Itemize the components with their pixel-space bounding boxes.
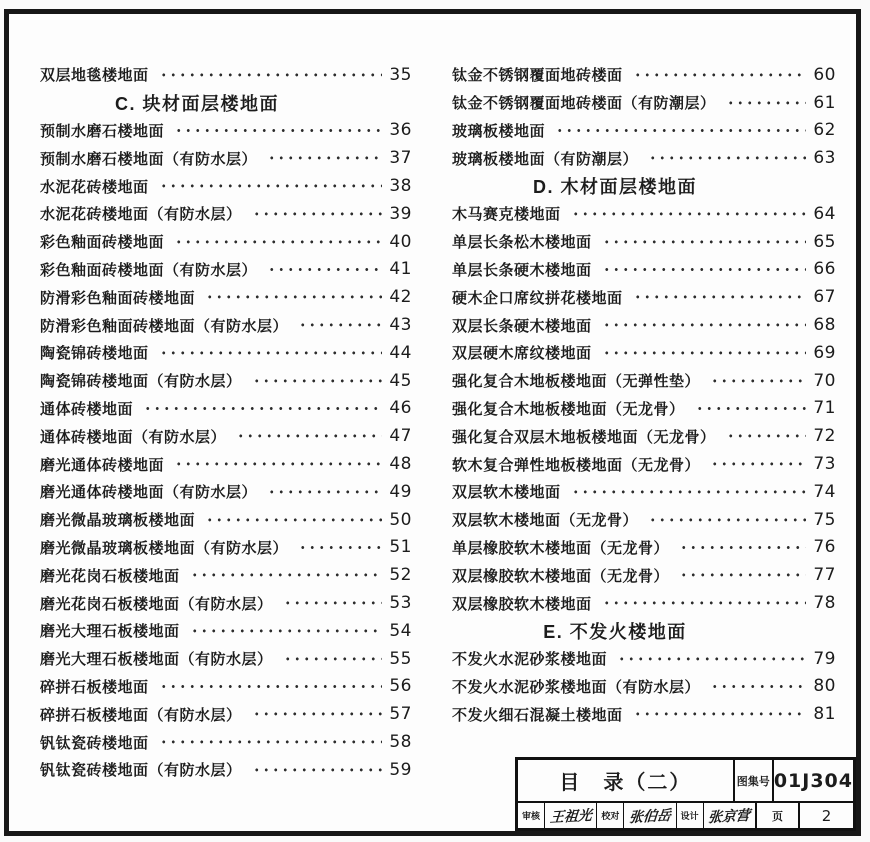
toc-entry: [452, 561, 836, 589]
toc-entry-page: 52: [389, 565, 412, 586]
toc-entry: [40, 534, 412, 562]
toc-entry-label: 陶瓷锦砖楼地面（有防水层）: [40, 373, 242, 391]
dot-leader: [677, 534, 806, 562]
dot-leader: [250, 756, 382, 784]
dot-leader: [708, 450, 806, 478]
toc-entry-page: 41: [389, 259, 412, 280]
dot-leader: [646, 506, 806, 534]
dot-leader: [646, 144, 806, 172]
dot-leader: [631, 700, 806, 728]
dot-leader: [172, 450, 382, 478]
toc-entry-label: 玻璃板楼地面: [452, 122, 546, 140]
toc-entry: [40, 478, 412, 506]
toc-entry-page: 36: [389, 120, 412, 141]
toc-entry: [40, 450, 412, 478]
toc-entry: [452, 478, 836, 506]
toc-entry-page: 81: [813, 704, 836, 725]
toc-entry: [40, 311, 412, 339]
toc-entry-label: 硬木企口席纹拼花楼地面: [452, 289, 623, 307]
toc-entry-page: 49: [389, 481, 412, 502]
toc-entry: [452, 89, 836, 117]
toc-entry: [452, 395, 836, 423]
dot-leader: [553, 117, 806, 145]
dot-leader: [600, 228, 806, 256]
toc-column-left: [40, 61, 412, 784]
proofread-signature: [623, 803, 676, 828]
dot-leader: [600, 339, 806, 367]
toc-entry-label: 单层长条松木楼地面: [452, 234, 592, 252]
toc-entry-label: 水泥花砖楼地面: [40, 178, 149, 196]
toc-entry-page: 40: [389, 231, 412, 252]
toc-entry-label: 防滑彩色釉面砖楼地面: [40, 289, 196, 307]
toc-entry-label: 磨光通体砖楼地面（有防水层）: [40, 484, 258, 502]
toc-entry-page: 67: [813, 287, 836, 308]
toc-entry-label: 预制水磨石楼地面: [40, 122, 165, 140]
review-signature: [544, 803, 597, 828]
dot-leader: [265, 144, 382, 172]
toc-entry-label: 不发火水泥砂浆楼地面（有防水层）: [452, 678, 701, 696]
toc-entry-page: 44: [389, 342, 412, 363]
toc-entry: [40, 117, 412, 145]
toc-entry-label: 钛金不锈钢覆面地砖楼面（有防潮层）: [452, 95, 716, 113]
toc-entry-page: 37: [389, 148, 412, 169]
toc-entry-label: 通体砖楼地面（有防水层）: [40, 428, 227, 446]
design-signature: [703, 803, 755, 828]
dot-leader: [569, 200, 806, 228]
page-number-label: 页: [755, 803, 800, 828]
toc-entry: [452, 283, 836, 311]
toc-entry-label: 双层硬木席纹楼地面: [452, 345, 592, 363]
toc-entry: [40, 200, 412, 228]
toc-entry-label: 陶瓷锦砖楼地面: [40, 345, 149, 363]
toc-entry-label: 磨光花岗石板楼地面（有防水层）: [40, 595, 273, 613]
toc-entry-page: 58: [389, 732, 412, 753]
toc-entry-page: 42: [389, 287, 412, 308]
dot-leader: [157, 673, 382, 701]
toc-entry-page: 72: [813, 426, 836, 447]
toc-entry-page: 74: [813, 481, 836, 502]
toc-entry-page: 77: [813, 565, 836, 586]
toc-entry-page: 43: [389, 315, 412, 336]
dot-leader: [724, 89, 806, 117]
toc-entry-label: 钛金不锈钢覆面地砖楼面: [452, 67, 623, 85]
toc-entry-label: 强化复合木地板楼地面（无弹性垫）: [452, 373, 701, 391]
dot-leader: [157, 339, 382, 367]
toc-entry-label: 不发火细石混凝土楼地面: [452, 706, 623, 724]
toc-entry-label: 不发火水泥砂浆楼地面: [452, 651, 608, 669]
toc-entry-label: 双层软木楼地面: [452, 484, 561, 502]
dot-leader: [631, 283, 806, 311]
dot-leader: [250, 700, 382, 728]
toc-entry-page: 38: [389, 176, 412, 197]
toc-entry: [40, 144, 412, 172]
toc-entry-label: 彩色釉面砖楼地面（有防水层）: [40, 261, 258, 279]
toc-entry: [40, 172, 412, 200]
toc-entry: [40, 395, 412, 423]
design-label: 设计: [680, 811, 699, 821]
title-block: [515, 757, 856, 831]
dot-leader: [569, 478, 806, 506]
toc-entry-label: 双层长条硬木楼地面: [452, 317, 592, 335]
dot-leader: [281, 645, 382, 673]
dot-leader: [157, 172, 382, 200]
toc-entry-label: 碎拼石板楼地面: [40, 678, 149, 696]
toc-entry: [40, 228, 412, 256]
dot-leader: [708, 367, 806, 395]
page-number-value: 2: [821, 806, 832, 825]
toc-entry-label: 磨光微晶玻璃板楼地面（有防水层）: [40, 539, 289, 557]
toc-entry-page: 78: [813, 593, 836, 614]
signoff-area: [518, 803, 755, 828]
toc-entry-page: 48: [389, 454, 412, 475]
toc-entry-label: 碎拼石板楼地面（有防水层）: [40, 706, 242, 724]
toc-entry: [452, 534, 836, 562]
dot-leader: [708, 673, 806, 701]
toc-entry-label: 水泥花砖楼地面（有防水层）: [40, 206, 242, 224]
toc-entry: [40, 756, 412, 784]
atlas-number-value: 01J304: [773, 769, 853, 792]
toc-entry: [40, 506, 412, 534]
proofread-signature-name: 张伯岳: [628, 806, 672, 825]
toc-entry-page: 68: [813, 315, 836, 336]
review-label: 审核: [521, 811, 540, 821]
toc-entry-label: 磨光通体砖楼地面: [40, 456, 165, 474]
toc-entry: [40, 728, 412, 756]
dot-leader: [693, 395, 806, 423]
toc-entry-page: 69: [813, 342, 836, 363]
toc-entry: [452, 144, 836, 172]
toc-entry-page: 45: [389, 370, 412, 391]
dot-leader: [188, 617, 382, 645]
dot-leader: [265, 256, 382, 284]
dot-leader: [172, 228, 382, 256]
toc-entry-label: 钒钛瓷砖楼地面（有防水层）: [40, 762, 242, 780]
toc-entry-label: 木马赛克楼地面: [452, 206, 561, 224]
toc-entry-page: 80: [813, 676, 836, 697]
toc-entry: [452, 645, 836, 673]
toc-entry: [452, 367, 836, 395]
dot-leader: [250, 367, 382, 395]
toc-entry-page: 53: [389, 593, 412, 614]
toc-entry-page: 57: [389, 704, 412, 725]
toc-entry: [452, 339, 836, 367]
toc-entry-page: 56: [389, 676, 412, 697]
toc-entry-page: 46: [389, 398, 412, 419]
toc-entry-page: 66: [813, 259, 836, 280]
toc-entry-page: 60: [813, 64, 836, 85]
toc-entry-label: 预制水磨石楼地面（有防水层）: [40, 150, 258, 168]
toc-entry: [452, 422, 836, 450]
dot-leader: [600, 311, 806, 339]
toc-entry-label: 防滑彩色釉面砖楼地面（有防水层）: [40, 317, 289, 335]
toc-entry: [40, 256, 412, 284]
toc-entry-label: 玻璃板楼地面（有防潮层）: [452, 150, 639, 168]
toc-entry-page: 65: [813, 231, 836, 252]
toc-entry: [452, 117, 836, 145]
toc-entry: [40, 617, 412, 645]
dot-leader: [615, 645, 806, 673]
toc-entry-label: 钒钛瓷砖楼地面: [40, 734, 149, 752]
toc-entry-page: 47: [389, 426, 412, 447]
toc-section-heading: E. 不发火楼地面: [543, 621, 687, 642]
toc-entry-page: 64: [813, 203, 836, 224]
toc-entry-label: 双层软木楼地面（无龙骨）: [452, 512, 639, 530]
toc-entry: [452, 450, 836, 478]
toc-entry: [40, 700, 412, 728]
toc-entry: [40, 61, 412, 89]
toc-entry-page: 59: [389, 759, 412, 780]
toc-entry: [452, 228, 836, 256]
toc-entry-label: 磨光微晶玻璃板楼地面: [40, 512, 196, 530]
toc-entry-label: 磨光大理石板楼地面（有防水层）: [40, 651, 273, 669]
toc-entry-label: 双层地毯楼地面: [40, 67, 149, 85]
toc-entry-label: 强化复合双层木地板楼地面（无龙骨）: [452, 428, 716, 446]
toc-entry-label: 磨光花岗石板楼地面: [40, 567, 180, 585]
toc-section-heading: D. 木材面层楼地面: [532, 177, 697, 198]
toc-entry-page: 79: [813, 648, 836, 669]
toc-entry: [452, 589, 836, 617]
toc-entry: [40, 422, 412, 450]
toc-entry-label: 单层橡胶软木楼地面（无龙骨）: [452, 539, 670, 557]
dot-leader: [600, 589, 806, 617]
dot-leader: [265, 478, 382, 506]
toc-entry-label: 通体砖楼地面: [40, 400, 134, 418]
proofread-label: 校对: [601, 811, 620, 821]
title-block-top-row: [518, 760, 853, 803]
atlas-number-label: 图集号: [733, 760, 774, 801]
toc-entry-label: 软木复合弹性地板楼地面（无龙骨）: [452, 456, 701, 474]
dot-leader: [631, 61, 806, 89]
dot-leader: [281, 589, 382, 617]
toc-entry-page: 75: [813, 509, 836, 530]
toc-entry-page: 71: [813, 398, 836, 419]
toc-entry-page: 61: [813, 92, 836, 113]
dot-leader: [600, 256, 806, 284]
dot-leader: [172, 117, 382, 145]
toc-entry-page: 63: [813, 148, 836, 169]
toc-entry: [40, 673, 412, 701]
toc-entry-page: 54: [389, 620, 412, 641]
toc-entry: [452, 200, 836, 228]
toc-entry-label: 双层橡胶软木楼地面: [452, 595, 592, 613]
toc-entry: [40, 283, 412, 311]
toc-title: 目 录（二）: [559, 772, 692, 794]
toc-column-right: [452, 61, 836, 728]
toc-entry: [40, 339, 412, 367]
toc-entry-page: 76: [813, 537, 836, 558]
dot-leader: [157, 61, 382, 89]
dot-leader: [677, 561, 806, 589]
toc-entry-page: 35: [389, 64, 412, 85]
toc-entry-page: 51: [389, 537, 412, 558]
toc-entry: [40, 645, 412, 673]
toc-entry-label: 单层长条硬木楼地面: [452, 261, 592, 279]
toc-entry: [40, 589, 412, 617]
toc-entry: [452, 506, 836, 534]
dot-leader: [234, 422, 382, 450]
toc-entry-page: 70: [813, 370, 836, 391]
toc-entry: [452, 700, 836, 728]
toc-entry: [452, 256, 836, 284]
dot-leader: [157, 728, 382, 756]
page-content-area: [9, 14, 856, 831]
toc-entry: [40, 367, 412, 395]
toc-entry: [452, 673, 836, 701]
dot-leader: [724, 422, 806, 450]
toc-entry: [452, 311, 836, 339]
dot-leader: [203, 283, 382, 311]
dot-leader: [188, 561, 382, 589]
title-block-bottom-row: [518, 803, 853, 828]
design-signature-name: 张京营: [707, 806, 751, 825]
toc-entry: [40, 561, 412, 589]
toc-entry-label: 强化复合木地板楼地面（无龙骨）: [452, 400, 685, 418]
dot-leader: [296, 311, 382, 339]
toc-entry-page: 55: [389, 648, 412, 669]
toc-entry-page: 62: [813, 120, 836, 141]
toc-entry-label: 彩色釉面砖楼地面: [40, 234, 165, 252]
review-signature-name: 王祖光: [548, 806, 593, 825]
dot-leader: [296, 534, 382, 562]
dot-leader: [141, 395, 382, 423]
toc-entry-page: 39: [389, 203, 412, 224]
toc-section-heading: C. 块材面层楼地面: [114, 93, 279, 114]
dot-leader: [203, 506, 382, 534]
dot-leader: [250, 200, 382, 228]
toc-entry-page: 73: [813, 454, 836, 475]
page-border-frame: [4, 9, 861, 836]
toc-entry-page: 50: [389, 509, 412, 530]
toc-entry: [452, 61, 836, 89]
toc-entry-label: 双层橡胶软木楼地面（无龙骨）: [452, 567, 670, 585]
toc-entry-label: 磨光大理石板楼地面: [40, 623, 180, 641]
